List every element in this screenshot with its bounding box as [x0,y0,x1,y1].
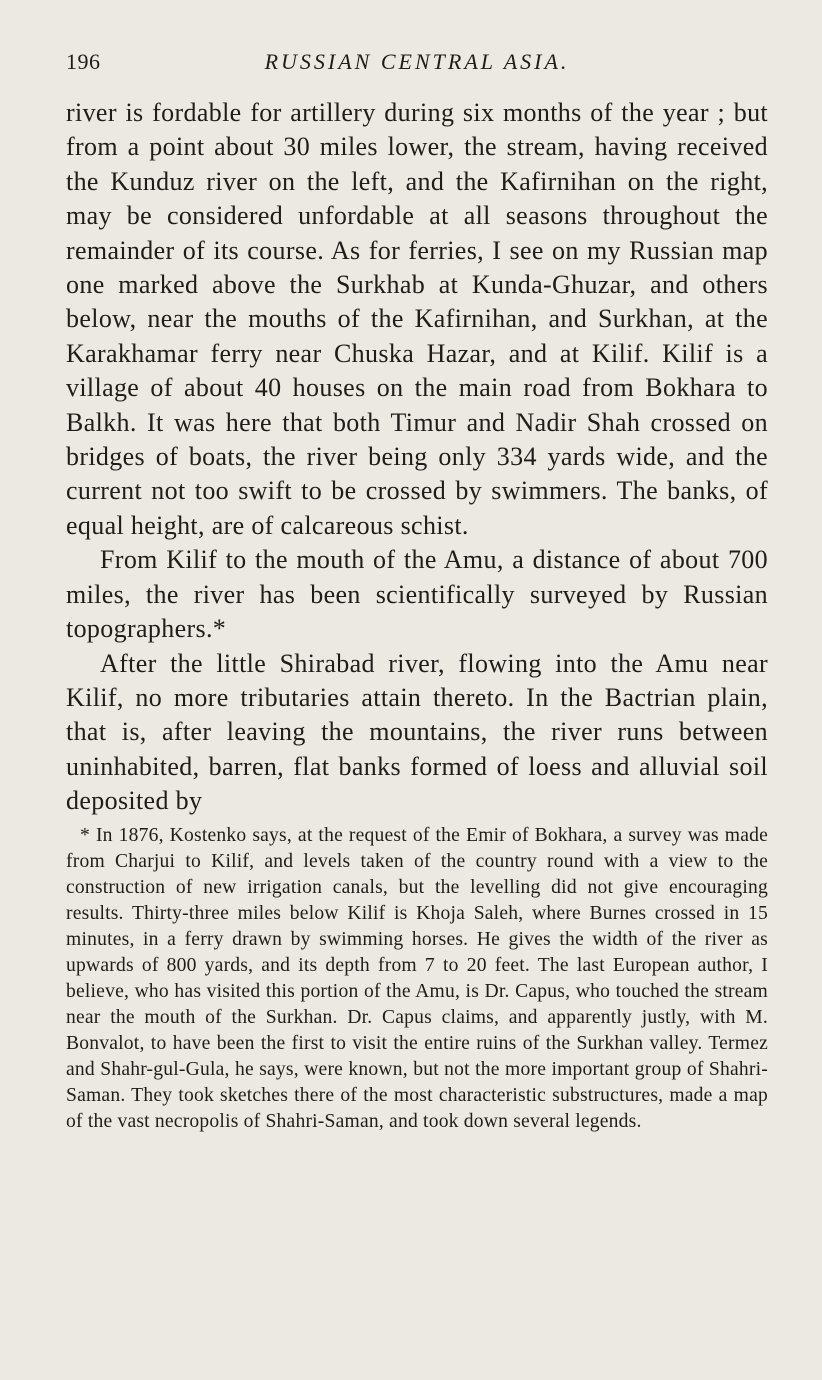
footnote-text: * In 1876, Kostenko says, at the request of the Emir of Bokhara, a survey was made from Charjui to Kilif, and levels taken of the country round with a view to the construction of new irrigation canals, but the levelling did not give encouraging results. Thirty-three miles below Kilif is Khoja Saleh, where Burnes crossed in 15 minutes, in a ferry drawn by swimming horses. He gives the width of the river as upwards of 800 yards, and its depth from 7 to 20 feet. The last European author, I believe, who has visited this portion of the Amu, is Dr. Capus, who touched the stream near the mouth of the Surkhan. Dr. Capus claims, and apparently justly, with M. Bonvalot, to have been the first to visit the entire ruins of the Surkhan valley. Termez and Shahr-gul-Gula, he says, were known, but not the more important group of Shahri-Saman. They took sketches there of the most characteristic substructures, made a map of the vast necropolis of Shahri-Saman, and took down several legends. [66,824,768,1132]
page-number: 196 [66,49,101,74]
book-page [66,44,768,1135]
paragraph: From Kilif to the mouth of the Amu, a distance of about 700 miles, the river has been scientifically surveyed by Russian topographers.* [66,545,768,644]
footnote [66,823,768,1135]
running-title: RUSSIAN CENTRAL ASIA. [264,49,570,74]
paragraph: After the little Shirabad river, flowing into the Amu near Kilif, no more tributaries attain thereto. In the Bactrian plain, that is, after leaving the mountains, the river runs between uninhabited, barren, flat banks formed of loess and alluvial soil deposited by [66,648,768,816]
running-header [66,44,768,80]
paragraph: river is fordable for artillery during six months of the year ; but from a point about 30 miles lower, the stream, having received the Kunduz river on the left, and the Kafirnihan on the right, may be considered unfordable at all seasons throughout the remainder of its course. As for ferries, I see on my Russian map one marked above the Surkhab at Kunda-Ghuzar, and others below, near the mouths of the Kafirnihan, and Surkhan, at the Karakhamar ferry near Chuska Hazar, and at Kilif. Kilif is a village of about 40 houses on the main road from Bokhara to Balkh. It was here that both Timur and Nadir Shah crossed on bridges of boats, the river being only 334 yards wide, and the current not too swift to be crossed by swimmers. The banks, of equal height, are of calcareous schist. [66,98,768,540]
body-text [66,96,768,819]
